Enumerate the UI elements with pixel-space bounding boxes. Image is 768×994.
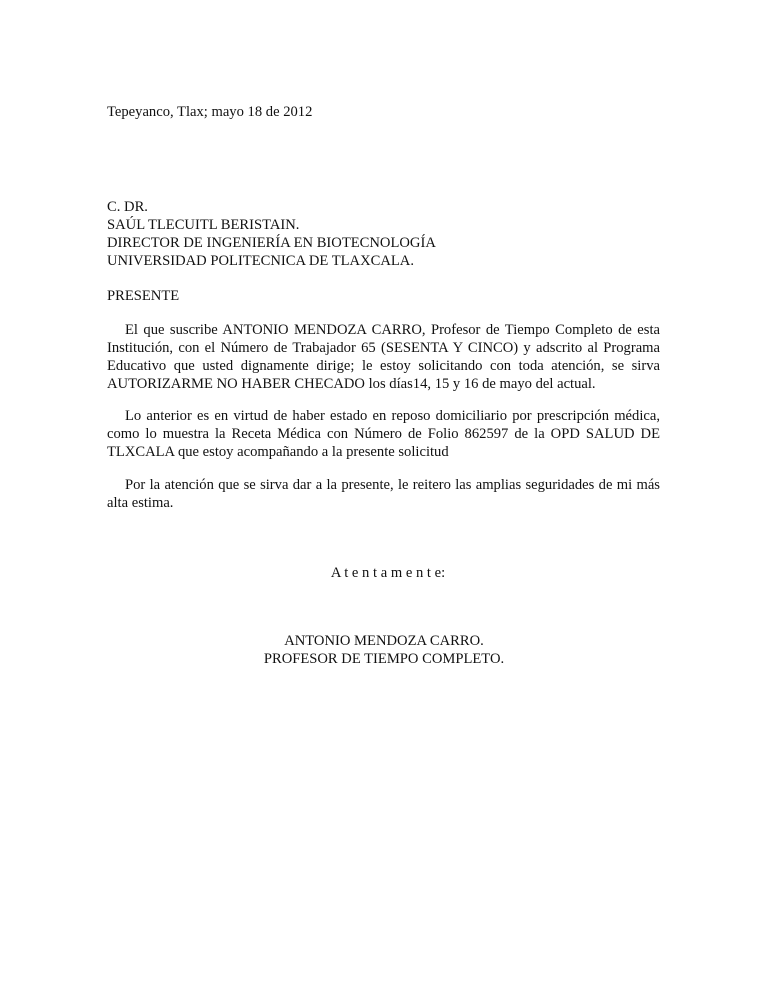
signature-title: PROFESOR DE TIEMPO COMPLETO. bbox=[263, 651, 505, 667]
body-paragraph-request: El que suscribe ANTONIO MENDOZA CARRO, Profesor de Tiempo Completo de esta Institución, con el Número de Trabajador 65 (SESENTA Y CINCO) y adscrito al Programa Educativo que usted dignamente dirige; le estoy solicitando con toda atención, se sirva AUTORIZARME NO HABER CHECADO los días14, 15 y 16 de mayo del actual. bbox=[107, 322, 660, 392]
recipient-honorific: C. DR. bbox=[107, 199, 148, 215]
signature-name: ANTONIO MENDOZA CARRO. bbox=[284, 633, 484, 649]
salutation: PRESENTE bbox=[107, 288, 180, 304]
recipient-position: DIRECTOR DE INGENIERÍA EN BIOTECNOLOGÍA bbox=[107, 235, 436, 251]
recipient-institution: UNIVERSIDAD POLITECNICA DE TLAXCALA. bbox=[107, 253, 414, 269]
body-paragraph-farewell: Por la atención que se sirva dar a la presente, le reitero las amplias seguridades de mi más alta estima. bbox=[107, 477, 660, 511]
recipient-name: SAÚL TLECUITL BERISTAIN. bbox=[107, 217, 300, 233]
place-date: Tepeyanco, Tlax; mayo 18 de 2012 bbox=[107, 104, 313, 120]
body-paragraph-reason: Lo anterior es en virtud de haber estado en reposo domiciliario por prescripción médica, como lo muestra la Receta Médica con Número de Folio 862597 de la OPD SALUD DE TLXCALA que estoy acompañando a la presente solicitud bbox=[107, 408, 660, 460]
closing: A t e n t a m e n t e: bbox=[330, 565, 446, 581]
